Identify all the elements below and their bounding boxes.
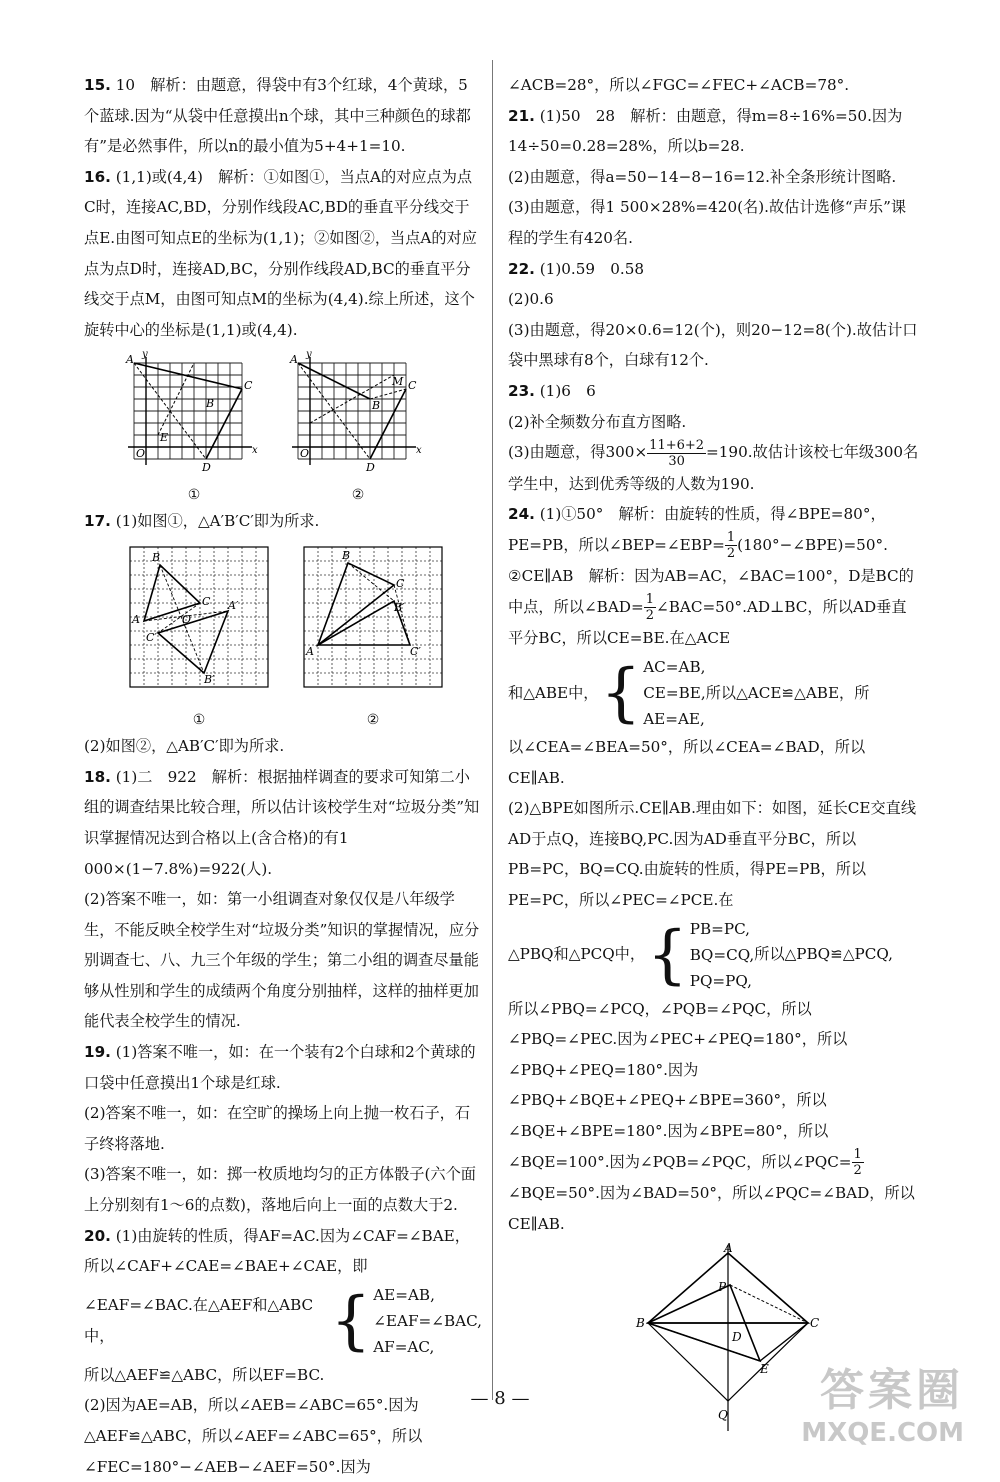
svg-text:Q: Q xyxy=(718,1408,728,1423)
svg-text:x: x xyxy=(252,445,258,457)
column-divider xyxy=(492,60,493,1400)
rotation-figure-1 xyxy=(124,541,274,701)
svg-text:A: A xyxy=(132,612,140,626)
svg-text:P: P xyxy=(718,1280,727,1295)
left-brace: { xyxy=(600,656,642,730)
svg-text:O: O xyxy=(300,447,310,461)
svg-text:D: D xyxy=(732,1330,742,1345)
q16-figure-2: A y B C M O D x ② xyxy=(288,349,428,504)
q17-part2: (2)如图②，△AB′C′即为所求. xyxy=(84,737,285,756)
fraction-half: $\frac{1}{2}$ xyxy=(853,1147,862,1179)
svg-text:C: C xyxy=(810,1316,820,1331)
q18-part2: (2)答案不唯一，如：第一小组调查对象仅仅是八年级学生，不能反映全校学生对“垃圾分类”知识的掌握情况，应分别调查七、八、九三个年级的学生；第二小组的调查尽量能够从性别和学生的成绩两个角度分别抽样，这样的抽样更加能代表全校学生的情况. xyxy=(84,890,480,1031)
left-brace: { xyxy=(330,1283,372,1358)
question-17: 17. (1)如图①，△A′B′C′即为所求. xyxy=(84,511,320,530)
question-20: 20. (1)由旋转的性质，得AF=AC.因为∠CAF=∠BAE，所以∠CAF+∠CAE=∠BAE+∠CAE，即 xyxy=(84,1226,470,1276)
svg-text:C: C xyxy=(202,594,211,608)
svg-text:M: M xyxy=(392,375,404,389)
q17-figure-1: B C A A′ O C′ B′ ① xyxy=(124,541,274,730)
question-21: 21. (1)50 28 解析：由题意，得m=8÷16%=50.因为14÷50=0.28=28%，所以b=28. xyxy=(508,106,903,156)
q21-part2: (2)由题意，得a=50−14−8−16=12.补全条形统计图略. xyxy=(508,167,897,186)
svg-text:A: A xyxy=(306,644,314,658)
q21-part3: (3)由题意，得1 500×28%=420(名).故估计选修“声乐”课程的学生有420名. xyxy=(508,198,907,247)
svg-text:D: D xyxy=(366,461,375,475)
question-15: 15. 10 解析：由题意，得袋中有3个红球，4个黄球，5个蓝球.因为“从袋中任意摸出n个球，其中三种颜色的球都有”是必然事件，所以n的最小值为5+4+1=10. xyxy=(84,76,471,156)
q24-system-2: △PBQ和△PCQ中， { PB=PC, BQ=CQ, PQ=PQ, 所以△PBQ≌△PCQ, xyxy=(508,917,893,992)
q16-figures xyxy=(124,349,482,504)
svg-text:B: B xyxy=(372,399,381,413)
q20-conclusion: 所以△AEF≌△ABC，所以EF=BC. xyxy=(84,1365,325,1384)
svg-text:D: D xyxy=(202,461,211,475)
question-18: 18. (1)二 922 解析：根据抽样调查的要求可知第二小组的调查结果比较合理，所以估计该校学生对“垃圾分类”知识掌握情况达到合格以上(含合格)的有1 000×(1−7.8%)=922(人). xyxy=(84,767,480,878)
svg-text:y: y xyxy=(306,349,312,361)
svg-text:A: A xyxy=(724,1243,733,1256)
q24-part1-2: ②CE∥AB 解析：因为AB=AC，∠BAC=100°，D是BC的中点，所以∠BAD= $\frac{1}{2}$ ∠BAC=50°.AD⊥BC，所以AD垂直平分BC，所以CE=BE.在△ACE xyxy=(508,567,914,648)
svg-text:E: E xyxy=(760,1362,769,1377)
q19-part2: (2)答案不唯一，如：在空旷的操场上向上抛一枚石子，石子终将落地. xyxy=(84,1104,471,1153)
grid-figure-2 xyxy=(288,349,428,475)
svg-text:y: y xyxy=(142,349,148,361)
svg-text:E: E xyxy=(160,431,169,445)
svg-text:B: B xyxy=(342,548,351,562)
page-number: — 8 — xyxy=(470,1388,530,1409)
q24-part1-2-end: 以∠CEA=∠BEA=50°，所以∠CEA=∠BAD，所以CE∥AB. xyxy=(508,738,866,787)
q23-part3: (3)由题意，得300× $\frac{11+6+2}{30}$ =190.故估计该校七年级300名学生中，达到优秀等级的人数为190. xyxy=(508,437,919,493)
svg-text:A: A xyxy=(126,353,134,367)
question-19: 19. (1)答案不唯一，如：在一个装有2个白球和2个黄球的口袋中任意摸出1个球是红球. xyxy=(84,1043,476,1092)
svg-text:B: B xyxy=(206,397,215,411)
svg-text:C: C xyxy=(244,379,253,393)
grid-figure-1 xyxy=(124,349,264,475)
svg-text:C′: C′ xyxy=(410,644,421,658)
svg-text:A′: A′ xyxy=(228,598,239,612)
svg-text:B′: B′ xyxy=(204,672,215,686)
question-16: 16. (1,1)或(4,4) 解析：①如图①，当点A的对应点为点C时，连接AC,BD，分别作线段AC,BD的垂直平分线交于点E.由图可知点E的坐标为(1,1)；②如图②，当点A的对应点为点D时，连接AD,BC，分别作线段AD,BC的垂直平分线交于点M，由图可知点M的坐标为(4,4).综上所述，这个旋转中心的坐标是(1,1)或(4,4). xyxy=(84,167,477,339)
q24-part2-proof: 所以∠PBQ=∠PCQ，∠PQB=∠PQC，所以∠PBQ=∠PEC.因为∠PEC+∠PEQ=180°，所以∠PBQ+∠PEQ=180°.因为∠PBQ+∠BQE+∠PEQ+∠BPE=360°，所以∠BQE+∠BPE=180°.因为∠BPE=80°，所以∠BQE=100°.因为∠PQB=∠PQC，所以∠PQC= $\frac{1}{2}$ ∠BQE=50°.因为∠BAD=50°，所以∠PQC=∠BAD，所以CE∥AB. xyxy=(508,999,915,1233)
q16-figure-1: A y B C E O D x ① xyxy=(124,349,264,504)
q20-part2: (2)因为AE=AB，所以∠AEB=∠ABC=65°.因为△AEF≌△ABC，所以∠AEF=∠ABC=65°，所以∠FEC=180°−∠AEB−∠AEF=50°.因为 xyxy=(84,1396,423,1476)
svg-text:O: O xyxy=(182,612,192,626)
question-23: 23. (1)6 6 xyxy=(508,381,596,400)
fraction: $\frac{11+6+2}{30}$ xyxy=(649,437,705,469)
q24-system-1: 和△ABE中， { AC=AB, CE=BE, AE=AE, 所以△ACE≌△ABE，所 xyxy=(508,656,870,730)
svg-text:C: C xyxy=(396,576,405,590)
svg-text:A: A xyxy=(290,353,298,367)
svg-text:O: O xyxy=(136,447,146,461)
watermark: 答案圈 MXQE.COM xyxy=(801,1365,964,1448)
svg-text:C′: C′ xyxy=(146,630,157,644)
q17-figures xyxy=(124,541,482,730)
q20-continued: ∠ACB=28°，所以∠FGC=∠FEC+∠ACB=78°. xyxy=(508,76,850,94)
svg-text:C: C xyxy=(408,379,417,393)
rotation-figure-2 xyxy=(298,541,448,701)
q17-figure-2: B C B′ A C′ ② xyxy=(298,541,448,730)
q22-part2: (2)0.6 xyxy=(508,290,554,309)
question-24: 24. (1)①50° 解析：由旋转的性质，得∠BPE=80°，PE=PB，所以∠BEP=∠EBP= $\frac{1}{2}$ (180°−∠BPE)=50°. xyxy=(508,505,888,562)
fraction-half: $\frac{1}{2}$ xyxy=(645,592,654,624)
fraction-half: $\frac{1}{2}$ xyxy=(726,530,736,562)
svg-text:x: x xyxy=(416,445,422,457)
q22-part3: (3)由题意，得20×0.6=12(个)，则20−12=8(个).故估计口袋中黑球有8个，白球有12个. xyxy=(508,320,918,370)
right-column xyxy=(508,70,920,1444)
svg-text:B: B xyxy=(636,1316,645,1331)
svg-text:B: B xyxy=(152,550,161,564)
svg-text:B′: B′ xyxy=(394,600,405,614)
left-column xyxy=(84,70,482,1482)
q24-part2: (2)△BPE如图所示.CE∥AB.理由如下：如图，延长CE交直线AD于点Q，连接BQ,PC.因为AD垂直平分BC，所以PB=PC，BQ=CQ.由旋转的性质，得PE=PB，所以PE=PC，所以∠PEC=∠PCE.在 xyxy=(508,799,917,909)
left-brace: { xyxy=(647,917,688,992)
q23-part2: (2)补全频数分布直方图略. xyxy=(508,412,687,431)
q20-system: ∠EAF=∠BAC.在△AEF和△ABC中， { AE=AB, ∠EAF=∠BAC, AF=AC, xyxy=(84,1283,482,1358)
question-22: 22. (1)0.59 0.58 xyxy=(508,259,645,278)
q19-part3: (3)答案不唯一，如：掷一枚质地均匀的正方体骰子(六个面上分别刻有1～6的点数)，落地后向上一面的点数大于2. xyxy=(84,1165,476,1215)
